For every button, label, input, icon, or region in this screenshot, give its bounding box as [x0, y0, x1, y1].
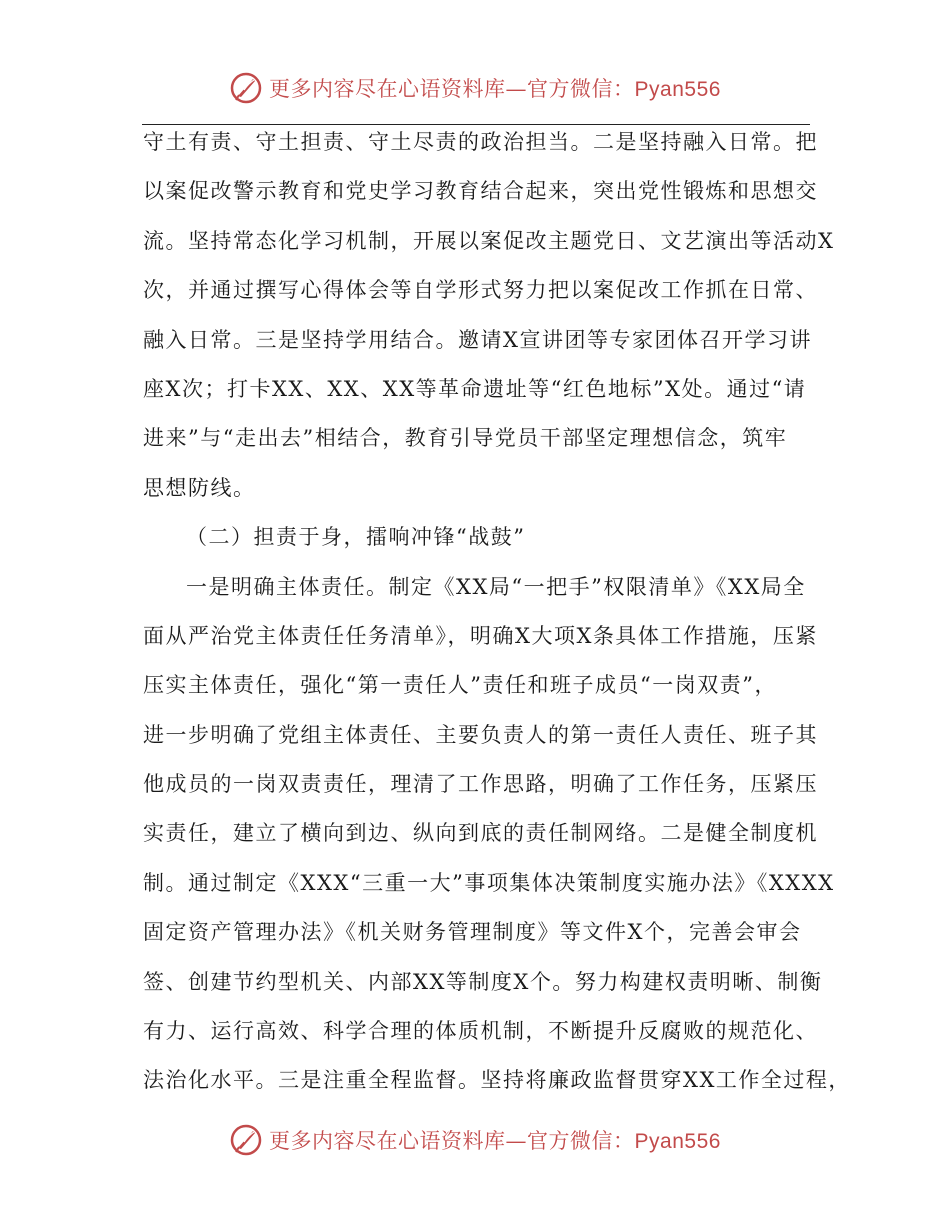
text-line: 流。坚持常态化学习机制，开展以案促改主题党日、文艺演出等活动X [143, 228, 835, 253]
quill-logo-icon [229, 71, 263, 105]
text-line: 固定资产管理办法》《机关财务管理制度》等文件X个，完善会审会 [143, 920, 802, 945]
section-heading: （二）担责于身，擂响冲锋“战鼓” [186, 525, 526, 550]
text-line: 座X次；打卡XX、XX、XX等革命遗址等“红色地标”X处。通过“请 [143, 376, 807, 401]
header-banner [0, 68, 950, 108]
header-banner-label: 更多内容尽在心语资料库—官方微信： [269, 77, 635, 101]
text-line: 制。通过制定《XXX“三重一大”事项集体决策制度实施办法》《XXXX [143, 870, 835, 895]
header-banner-text [269, 73, 721, 103]
footer-wechat-id: Pyan556 [634, 1130, 721, 1153]
footer-banner-text [269, 1125, 721, 1155]
text-line: 他成员的一岗双责责任，理清了工作思路，明确了工作任务，压紧压 [143, 772, 818, 797]
text-line: 守土有责、守土担责、守土尽责的政治担当。二是坚持融入日常。把 [143, 130, 818, 154]
text-line: 签、创建节约型机关、内部XX等制度X个。努力构建权责明晰、制衡 [143, 969, 823, 994]
text-line: 思想防线。 [143, 475, 256, 500]
text-line: 进一步明确了党组主体责任、主要负责人的第一责任人责任、班子其 [143, 722, 818, 747]
document-body [143, 118, 851, 1106]
quill-logo-icon [229, 1123, 263, 1157]
text-line: 压实主体责任，强化“第一责任人”责任和班子成员“一岗双责”， [143, 673, 777, 698]
header-wechat-id: Pyan556 [634, 78, 721, 101]
text-line: 以案促改警示教育和党史学习教育结合起来，突出党性锻炼和思想交 [143, 179, 818, 204]
footer-banner-label: 更多内容尽在心语资料库—官方微信： [269, 1129, 635, 1153]
text-line: 一是明确主体责任。制定《XX局“一把手”权限清单》《XX局全 [186, 574, 806, 599]
text-line: 实责任，建立了横向到边、纵向到底的责任制网络。二是健全制度机 [143, 821, 818, 846]
text-line: 有力、运行高效、科学合理的体质机制，不断提升反腐败的规范化、 [143, 1019, 818, 1044]
text-line: 次，并通过撰写心得体会等自学形式努力把以案促改工作抓在日常、 [143, 278, 818, 303]
text-line: 面从严治党主体责任任务清单》，明确X大项X条具体工作措施，压紧 [143, 623, 818, 648]
footer-banner [0, 1120, 950, 1160]
text-line: 融入日常。三是坚持学用结合。邀请X宣讲团等专家团体召开学习讲 [143, 327, 812, 352]
text-line: 法治化水平。三是注重全程监督。坚持将廉政监督贯穿XX工作全过程， [143, 1068, 851, 1093]
text-line: 进来”与“走出去”相结合，教育引导党员干部坚定理想信念，筑牢 [143, 426, 788, 451]
